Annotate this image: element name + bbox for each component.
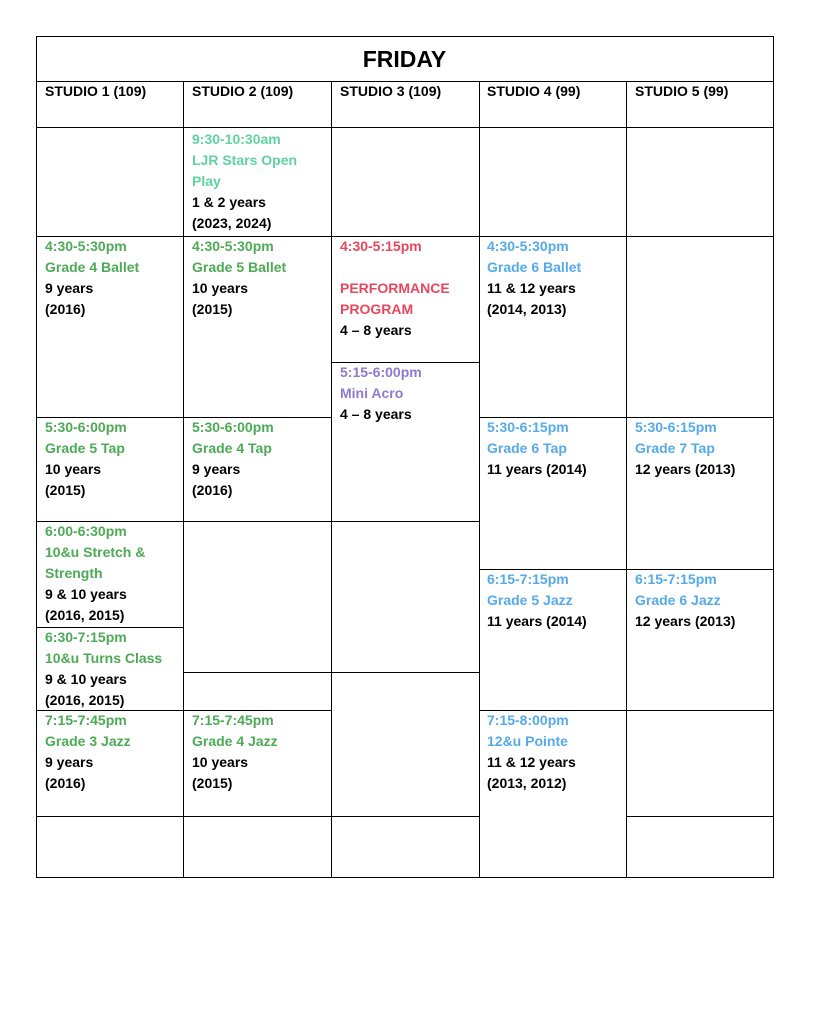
class-years: (2016, 2015)	[45, 607, 125, 623]
column-divider	[626, 81, 627, 878]
class-time: 5:30-6:00pm	[45, 419, 127, 435]
class-time: 4:30-5:30pm	[487, 238, 569, 254]
cell-divider	[36, 816, 184, 817]
class-ages: 11 years (2014)	[487, 613, 587, 629]
cell-divider	[331, 521, 480, 522]
cell-divider	[183, 816, 332, 817]
column-divider	[479, 81, 480, 878]
header-row-divider	[36, 127, 774, 128]
day-title: FRIDAY	[362, 45, 447, 72]
class-time: 7:15-8:00pm	[487, 712, 569, 728]
class-entry	[192, 129, 297, 234]
class-name: Grade 3 Jazz	[45, 733, 131, 749]
class-time: 7:15-7:45pm	[192, 712, 274, 728]
studio-header: STUDIO 5 (99)	[635, 83, 729, 99]
class-time: 6:15-7:15pm	[487, 571, 569, 587]
class-entry	[45, 521, 145, 626]
class-years: (2023, 2024)	[192, 215, 272, 231]
class-name: Grade 5 Ballet	[192, 259, 287, 275]
class-entry	[487, 236, 581, 320]
class-time: 6:30-7:15pm	[45, 629, 127, 645]
class-years: (2014, 2013)	[487, 301, 567, 317]
class-name: Grade 4 Ballet	[45, 259, 140, 275]
table-border-right	[773, 36, 774, 878]
class-ages: 12 years (2013)	[635, 613, 736, 629]
class-name: Mini Acro	[340, 385, 404, 401]
class-ages: 9 years	[45, 754, 94, 770]
class-entry	[192, 710, 278, 794]
class-name: PERFORMANCE	[340, 280, 450, 296]
class-ages: 11 years (2014)	[487, 461, 587, 477]
class-ages: 12 years (2013)	[635, 461, 736, 477]
class-ages: 11 & 12 years	[487, 280, 576, 296]
class-name: Play	[192, 173, 221, 189]
class-entry	[45, 627, 162, 711]
class-ages: 10 years	[45, 461, 102, 477]
class-entry	[340, 236, 450, 341]
class-name: 12&u Pointe	[487, 733, 568, 749]
class-name: PROGRAM	[340, 301, 414, 317]
table-border-left	[36, 36, 37, 878]
class-name: Grade 4 Tap	[192, 440, 272, 456]
class-name: Strength	[45, 565, 103, 581]
class-entry	[487, 569, 587, 632]
class-name: Grade 5 Tap	[45, 440, 125, 456]
class-time: 6:00-6:30pm	[45, 523, 127, 539]
cell-divider	[626, 710, 774, 711]
class-entry	[192, 236, 286, 320]
class-years: (2015)	[192, 301, 233, 317]
class-ages: 10 years	[192, 280, 249, 296]
class-ages: 4 – 8 years	[340, 322, 412, 338]
class-name: 10&u Turns Class	[45, 650, 163, 666]
studio-header: STUDIO 3 (109)	[340, 83, 442, 99]
class-ages: 9 & 10 years	[45, 671, 127, 687]
class-entry	[635, 569, 735, 632]
class-time: 4:30-5:30pm	[192, 238, 274, 254]
class-ages: 10 years	[192, 754, 249, 770]
class-years: (2016)	[45, 301, 86, 317]
class-name: Grade 4 Jazz	[192, 733, 278, 749]
class-entry	[487, 710, 576, 794]
cell-divider	[331, 672, 480, 673]
class-time: 5:30-6:15pm	[635, 419, 717, 435]
cell-divider	[183, 521, 332, 522]
class-years: (2016, 2015)	[45, 692, 125, 708]
class-ages: 1 & 2 years	[192, 194, 266, 210]
class-name: Grade 6 Jazz	[635, 592, 721, 608]
class-name: 10&u Stretch &	[45, 544, 146, 560]
class-years: (2016)	[45, 775, 86, 791]
class-ages: 9 years	[45, 280, 94, 296]
class-ages: 9 & 10 years	[45, 586, 127, 602]
class-ages: 4 – 8 years	[340, 406, 412, 422]
cell-divider	[331, 816, 480, 817]
class-entry	[635, 417, 735, 480]
class-entry	[340, 362, 422, 425]
class-years: (2015)	[45, 482, 86, 498]
table-border-bottom	[36, 877, 774, 878]
class-time: 4:30-5:15pm	[340, 238, 422, 254]
column-divider	[183, 81, 184, 878]
class-time: 6:15-7:15pm	[635, 571, 717, 587]
class-years: (2015)	[192, 775, 233, 791]
cell-divider	[626, 236, 774, 237]
cell-divider	[626, 816, 774, 817]
class-name: Grade 5 Jazz	[487, 592, 573, 608]
class-time: 5:30-6:15pm	[487, 419, 569, 435]
class-entry	[487, 417, 587, 480]
class-years: (2016)	[192, 482, 233, 498]
class-time: 9:30-10:30am	[192, 131, 281, 147]
class-entry	[45, 236, 139, 320]
class-name: Grade 6 Ballet	[487, 259, 582, 275]
class-years: (2013, 2012)	[487, 775, 567, 791]
class-entry	[45, 417, 127, 501]
class-time: 5:30-6:00pm	[192, 419, 274, 435]
class-time: 7:15-7:45pm	[45, 712, 127, 728]
class-ages: 11 & 12 years	[487, 754, 576, 770]
column-divider	[331, 81, 332, 878]
studio-header: STUDIO 1 (109)	[45, 83, 147, 99]
class-name: Grade 7 Tap	[635, 440, 715, 456]
title-row-divider	[36, 81, 774, 82]
studio-header: STUDIO 4 (99)	[487, 83, 581, 99]
cell-divider	[183, 672, 332, 673]
class-ages: 9 years	[192, 461, 241, 477]
class-name: Grade 6 Tap	[487, 440, 567, 456]
studio-header: STUDIO 2 (109)	[192, 83, 294, 99]
class-name: LJR Stars Open	[192, 152, 298, 168]
class-time: 4:30-5:30pm	[45, 238, 127, 254]
class-entry	[192, 417, 274, 501]
class-entry	[45, 710, 131, 794]
class-time: 5:15-6:00pm	[340, 364, 422, 380]
